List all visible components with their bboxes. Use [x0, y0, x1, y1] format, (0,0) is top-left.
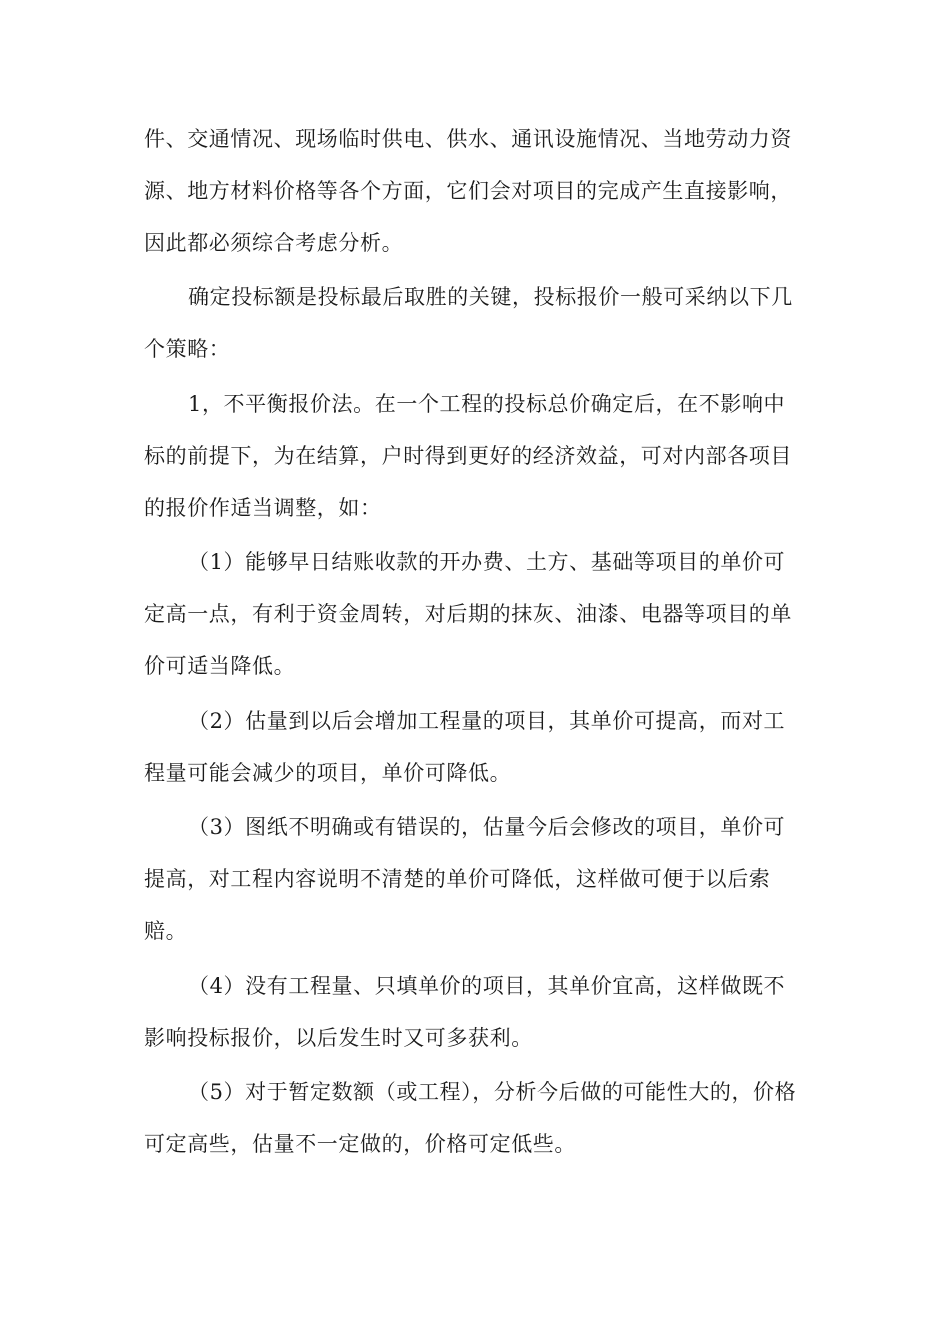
- paragraph-bid-strategy-intro: 确定投标额是投标最后取胜的关键，投标报价一般可采纳以下几个策略：: [144, 285, 793, 362]
- paragraph-item-3: （3）图纸不明确或有错误的，估量今后会修改的项目，单价可提高，对工程内容说明不清楚的单价可降低，这样做可便于以后索赔。: [144, 815, 786, 943]
- paragraph-unbalanced-pricing: 1，不平衡报价法。在一个工程的投标总价确定后，在不影响中标的前提下，为在结算，户时得到更好的经济效益，可对内部各项目的报价作适当调整，如：: [144, 391, 792, 520]
- paragraph-item-5: （5）对于暂定数额（或工程），分析今后做的可能性大的，价格可定高些，估量不一定做的，价格可定低些。: [144, 1080, 797, 1157]
- paragraph-continued: 件、交通情况、现场临时供电、供水、通讯设施情况、当地劳动力资源、地方材料价格等各个方面，它们会对项目的完成产生直接影响，因此都必须综合考虑分析。: [144, 127, 792, 255]
- paragraph-item-2: （2）估量到以后会增加工程量的项目，其单价可提高，而对工程量可能会减少的项目，单价可降低。: [144, 708, 786, 785]
- document-body: [144, 114, 806, 1174]
- paragraph-item-4: （4）没有工程量、只填单价的项目，其单价宜高，这样做既不影响投标报价，以后发生时又可多获利。: [144, 973, 786, 1050]
- paragraph-item-1: （1）能够早日结账收款的开办费、土方、基础等项目的单价可定高一点，有利于资金周转，对后期的抹灰、油漆、电器等项目的单价可适当降低。: [144, 550, 792, 678]
